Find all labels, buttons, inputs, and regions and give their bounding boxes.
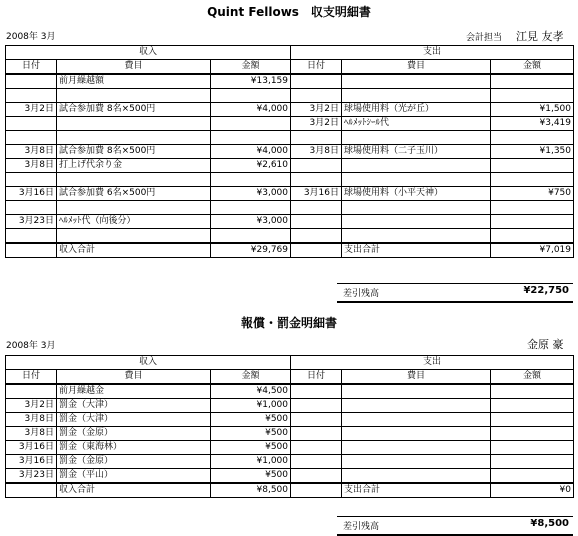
expense-date-cell <box>291 483 342 498</box>
doc2-ledger-table <box>5 355 574 498</box>
income-item-cell: 罰金（大津） <box>57 413 211 427</box>
expense-date-cell: 3月16日 <box>291 187 342 201</box>
expense-amount-cell <box>491 74 574 89</box>
ledger-row <box>6 117 574 131</box>
ledger-row <box>6 441 574 455</box>
expense-item-cell <box>342 215 491 229</box>
income-amount-cell <box>211 173 291 187</box>
income-item-cell <box>57 131 211 145</box>
expense-item-header: 費目 <box>342 60 491 75</box>
doc1-balance-row <box>337 283 573 303</box>
doc1-role-label: 会計担当 <box>466 33 503 43</box>
income-item-cell: 試合参加費 8名×500円 <box>57 103 211 117</box>
income-amount-cell: ¥500 <box>211 469 291 484</box>
income-item-cell: 前月繰越金 <box>57 384 211 399</box>
income-amount-header: 金額 <box>211 370 291 385</box>
income-date-cell <box>6 243 57 258</box>
expense-date-cell: 3月2日 <box>291 103 342 117</box>
ledger-row <box>6 89 574 103</box>
expense-item-cell <box>342 399 491 413</box>
income-amount-cell: ¥4,000 <box>211 103 291 117</box>
expense-item-cell <box>342 159 491 173</box>
doc1-balance-label: 差引残高 <box>343 289 380 299</box>
income-amount-cell: ¥500 <box>211 427 291 441</box>
expense-date-cell: 3月2日 <box>291 117 342 131</box>
ledger-row <box>6 427 574 441</box>
expense-item-cell <box>342 455 491 469</box>
doc1-date: 2008年 3月 <box>6 32 56 42</box>
ledger-row <box>6 469 574 484</box>
expense-date-cell <box>291 441 342 455</box>
income-amount-cell: ¥3,000 <box>211 187 291 201</box>
expense-date-cell <box>291 455 342 469</box>
income-item-cell: 試合参加費 6名×500円 <box>57 187 211 201</box>
expense-item-cell <box>342 201 491 215</box>
income-item-cell: 試合参加費 8名×500円 <box>57 145 211 159</box>
income-date-cell <box>6 483 57 498</box>
ledger-row <box>6 201 574 215</box>
expense-item-cell <box>342 89 491 103</box>
expense-date-cell <box>291 243 342 258</box>
expense-date-cell <box>291 215 342 229</box>
expense-amount-cell <box>491 469 574 484</box>
income-amount-cell <box>211 201 291 215</box>
income-item-header: 費目 <box>57 60 211 75</box>
income-item-cell: 収入合計 <box>57 483 211 498</box>
expense-amount-cell <box>491 399 574 413</box>
expense-section-header: 支出 <box>291 356 574 370</box>
ledger-row <box>6 215 574 229</box>
expense-item-cell <box>342 74 491 89</box>
expense-item-cell <box>342 384 491 399</box>
income-section-header: 収入 <box>6 46 291 60</box>
income-item-cell <box>57 89 211 103</box>
ledger-row <box>6 159 574 173</box>
income-amount-cell: ¥500 <box>211 413 291 427</box>
doc1-balance-value: ¥22,750 <box>523 285 569 296</box>
income-date-cell <box>6 117 57 131</box>
income-date-cell: 3月2日 <box>6 399 57 413</box>
expense-date-cell <box>291 89 342 103</box>
income-amount-cell: ¥4,000 <box>211 145 291 159</box>
ledger-row <box>6 413 574 427</box>
ledger-row <box>6 173 574 187</box>
ledger-row <box>6 483 574 498</box>
expense-amount-cell <box>491 455 574 469</box>
expense-item-cell: 球場使用料（光が丘） <box>342 103 491 117</box>
expense-amount-cell <box>491 384 574 399</box>
ledger-row <box>6 145 574 159</box>
income-date-cell: 3月8日 <box>6 145 57 159</box>
doc2-title: 報償・罰金明細書 <box>240 316 337 330</box>
income-amount-cell <box>211 131 291 145</box>
ledger-row <box>6 229 574 244</box>
income-date-cell: 3月23日 <box>6 469 57 484</box>
ledger-row <box>6 103 574 117</box>
expense-date-cell <box>291 469 342 484</box>
expense-date-cell <box>291 427 342 441</box>
income-item-cell <box>57 229 211 244</box>
expense-item-cell: 球場使用料（小平天神） <box>342 187 491 201</box>
expense-item-cell <box>342 173 491 187</box>
expense-date-cell <box>291 384 342 399</box>
expense-item-cell: 球場使用料（二子玉川） <box>342 145 491 159</box>
doc1-ledger-table <box>5 45 574 258</box>
expense-date-header: 日付 <box>291 370 342 385</box>
expense-amount-header: 金額 <box>491 60 574 75</box>
expense-section-header: 支出 <box>291 46 574 60</box>
doc2-person: 金原 豪 <box>527 338 564 351</box>
income-item-cell: 罰金（東海林） <box>57 441 211 455</box>
expense-amount-cell: ¥1,500 <box>491 103 574 117</box>
income-date-cell: 3月8日 <box>6 427 57 441</box>
expense-item-cell <box>342 131 491 145</box>
expense-date-cell <box>291 131 342 145</box>
doc2-balance-label: 差引残高 <box>343 522 380 532</box>
income-item-cell: 罰金（大津） <box>57 399 211 413</box>
income-date-header: 日付 <box>6 370 57 385</box>
income-section-header: 収入 <box>6 356 291 370</box>
expense-item-cell: ﾍﾙﾒｯﾄｼｰﾙ代 <box>342 117 491 131</box>
income-date-header: 日付 <box>6 60 57 75</box>
expense-amount-cell: ¥3,419 <box>491 117 574 131</box>
expense-item-cell: 支出合計 <box>342 243 491 258</box>
income-amount-cell <box>211 117 291 131</box>
ledger-row <box>6 455 574 469</box>
income-item-cell: 打上げ代余り金 <box>57 159 211 173</box>
income-date-cell <box>6 229 57 244</box>
expense-amount-cell <box>491 427 574 441</box>
ledger-row <box>6 384 574 399</box>
income-date-cell: 3月16日 <box>6 455 57 469</box>
income-amount-cell <box>211 229 291 244</box>
expense-date-cell <box>291 173 342 187</box>
income-amount-cell: ¥1,000 <box>211 399 291 413</box>
expense-item-cell <box>342 441 491 455</box>
income-item-cell: 罰金（金原） <box>57 427 211 441</box>
income-date-cell <box>6 89 57 103</box>
income-amount-cell: ¥4,500 <box>211 384 291 399</box>
expense-item-header: 費目 <box>342 370 491 385</box>
expense-amount-cell <box>491 229 574 244</box>
income-amount-cell <box>211 89 291 103</box>
income-amount-cell: ¥3,000 <box>211 215 291 229</box>
income-date-cell: 3月16日 <box>6 187 57 201</box>
doc2-balance-row <box>337 516 573 536</box>
expense-date-cell <box>291 201 342 215</box>
ledger-row <box>6 399 574 413</box>
income-date-cell <box>6 131 57 145</box>
ledger-row <box>6 187 574 201</box>
expense-item-cell <box>342 229 491 244</box>
income-date-cell <box>6 384 57 399</box>
expense-date-cell: 3月8日 <box>291 145 342 159</box>
expense-date-cell <box>291 229 342 244</box>
income-amount-cell: ¥8,500 <box>211 483 291 498</box>
expense-amount-header: 金額 <box>491 370 574 385</box>
income-amount-header: 金額 <box>211 60 291 75</box>
income-item-cell: 罰金（金原） <box>57 455 211 469</box>
expense-amount-cell <box>491 413 574 427</box>
income-date-cell: 3月8日 <box>6 413 57 427</box>
expense-item-cell <box>342 413 491 427</box>
ledger-row <box>6 243 574 258</box>
expense-amount-cell <box>491 159 574 173</box>
income-date-cell: 3月23日 <box>6 215 57 229</box>
expense-amount-cell: ¥7,019 <box>491 243 574 258</box>
income-date-cell <box>6 201 57 215</box>
income-item-cell <box>57 173 211 187</box>
expense-item-cell: 支出合計 <box>342 483 491 498</box>
doc1-person: 江見 友孝 <box>516 30 564 43</box>
income-amount-cell: ¥500 <box>211 441 291 455</box>
expense-amount-cell: ¥0 <box>491 483 574 498</box>
income-date-cell: 3月8日 <box>6 159 57 173</box>
ledger-row <box>6 74 574 89</box>
expense-amount-cell <box>491 201 574 215</box>
expense-amount-cell <box>491 89 574 103</box>
income-item-cell: 前月繰越額 <box>57 74 211 89</box>
expense-date-cell <box>291 159 342 173</box>
income-amount-cell: ¥29,769 <box>211 243 291 258</box>
income-date-cell: 3月16日 <box>6 441 57 455</box>
expense-amount-cell <box>491 131 574 145</box>
expense-date-header: 日付 <box>291 60 342 75</box>
doc2-balance-value: ¥8,500 <box>530 518 569 529</box>
income-date-cell: 3月2日 <box>6 103 57 117</box>
income-item-cell: ﾍﾙﾒｯﾄ代（向後分） <box>57 215 211 229</box>
doc1-title: Quint Fellows 収支明細書 <box>207 5 371 19</box>
income-item-cell <box>57 201 211 215</box>
expense-amount-cell: ¥750 <box>491 187 574 201</box>
income-amount-cell: ¥1,000 <box>211 455 291 469</box>
income-item-header: 費目 <box>57 370 211 385</box>
expense-date-cell <box>291 413 342 427</box>
expense-date-cell <box>291 74 342 89</box>
expense-amount-cell <box>491 441 574 455</box>
income-item-cell: 収入合計 <box>57 243 211 258</box>
expense-amount-cell: ¥1,350 <box>491 145 574 159</box>
income-amount-cell: ¥13,159 <box>211 74 291 89</box>
expense-date-cell <box>291 399 342 413</box>
expense-item-cell <box>342 469 491 484</box>
income-date-cell <box>6 74 57 89</box>
expense-amount-cell <box>491 173 574 187</box>
doc2-date: 2008年 3月 <box>6 341 56 351</box>
expense-item-cell <box>342 427 491 441</box>
income-item-cell <box>57 117 211 131</box>
ledger-row <box>6 131 574 145</box>
income-amount-cell: ¥2,610 <box>211 159 291 173</box>
income-item-cell: 罰金（平山） <box>57 469 211 484</box>
income-date-cell <box>6 173 57 187</box>
expense-amount-cell <box>491 215 574 229</box>
